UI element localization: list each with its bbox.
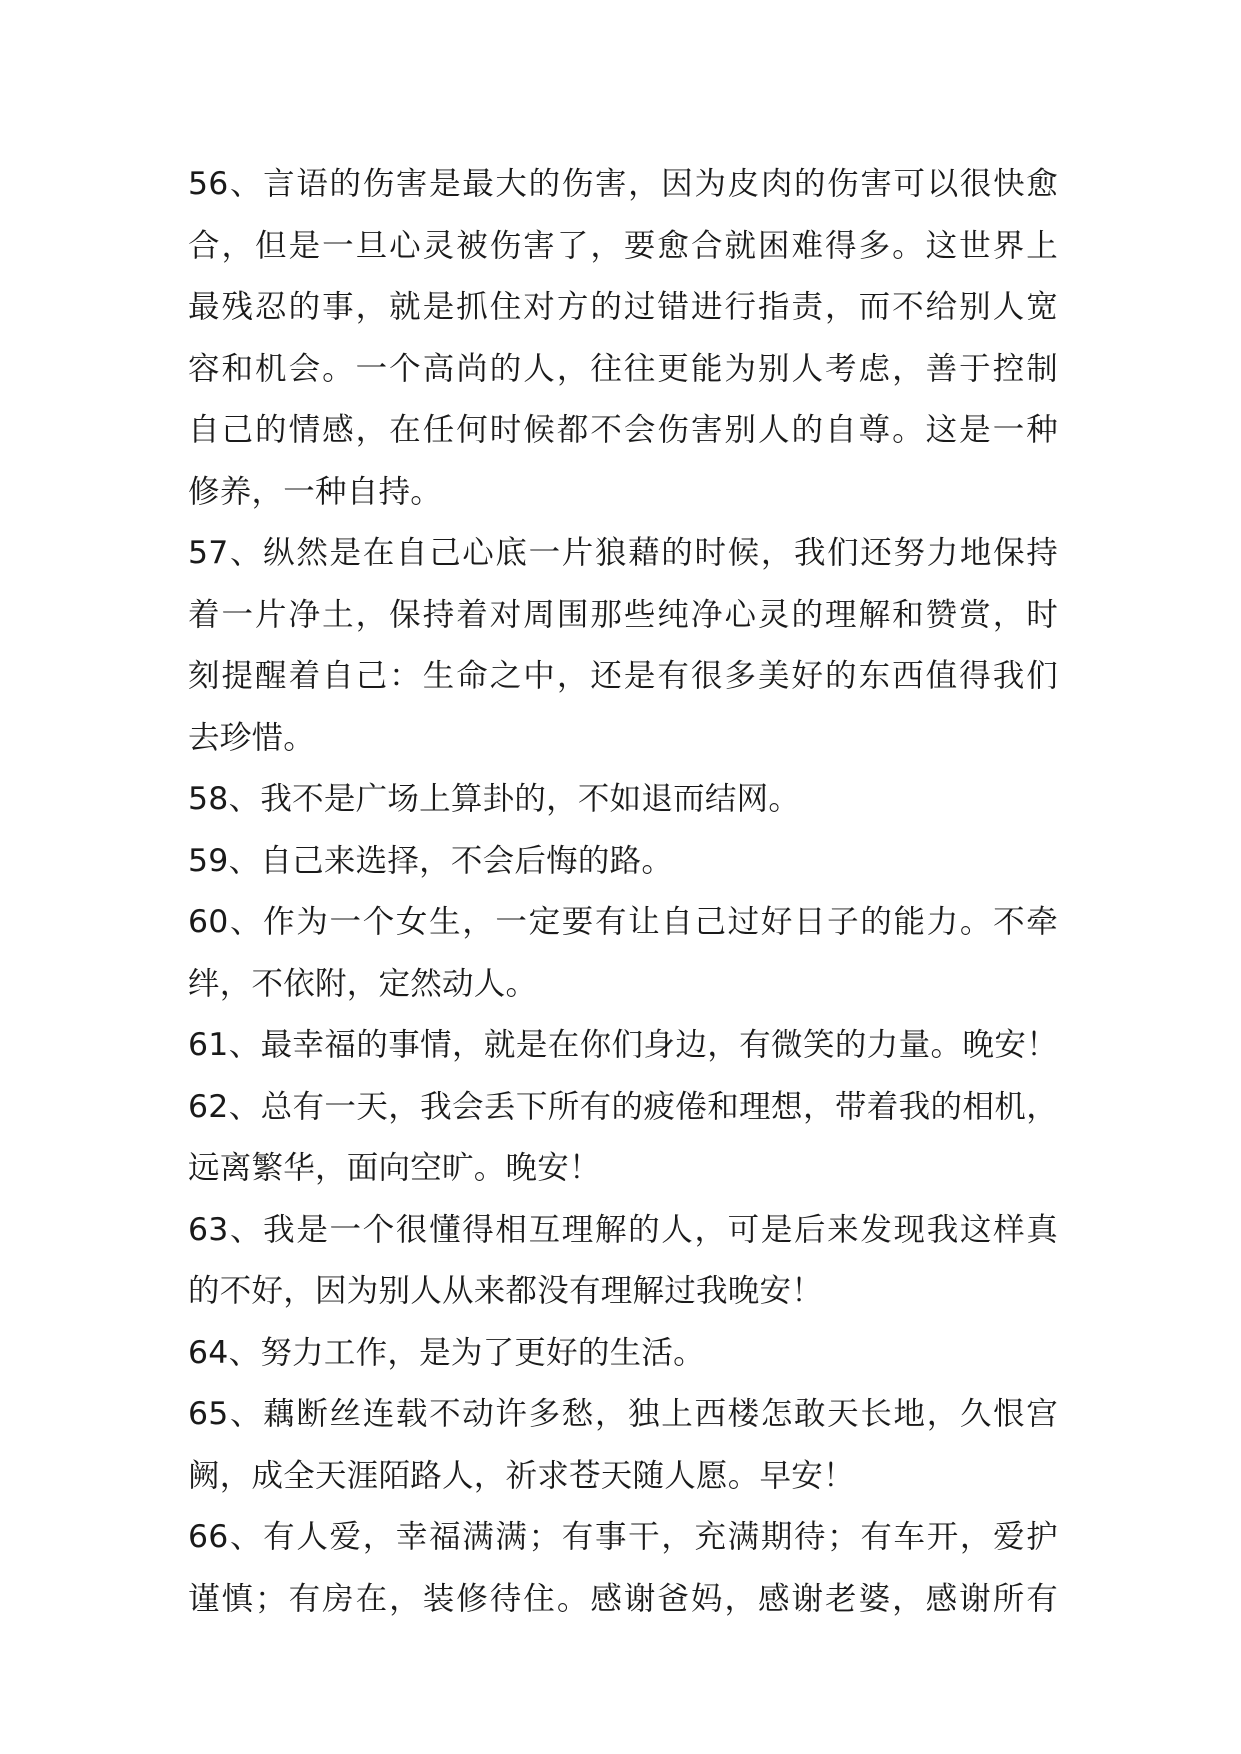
text-line: 64、努力工作，是为了更好的生活。 — [188, 1334, 705, 1371]
text-line: 61、最幸福的事情，就是在你们身边，有微笑的力量。晚安！ — [188, 1027, 1058, 1063]
text-line: 刻提醒着自己：生命之中，还是有很多美好的东西值得我们 — [188, 658, 1058, 694]
text-line: 容和机会。一个高尚的人，往往更能为别人考虑，善于控制 — [188, 350, 1058, 387]
text-line: 合，但是一旦心灵被伤害了，要愈合就困难得多。这世界上 — [188, 227, 1058, 264]
text-line: 的不好，因为别人从来都没有理解过我晚安！ — [188, 1273, 824, 1309]
text-line: 59、自己来选择，不会后悔的路。 — [188, 842, 674, 879]
text-line: 65、藕断丝连载不动许多愁，独上西楼怎敢天长地，久恨宫 — [188, 1396, 1058, 1432]
text-line: 66、有人爱，幸福满满；有事干，充满期待；有车开，爱护 — [188, 1519, 1058, 1555]
text-line: 阙，成全天涯陌路人，祈求苍天随人愿。早安！ — [188, 1457, 855, 1494]
text-line: 60、作为一个女生，一定要有让自己过好日子的能力。不牵 — [188, 904, 1058, 940]
text-line: 最残忍的事，就是抓住对方的过错进行指责，而不给别人宽 — [188, 289, 1058, 325]
text-line: 远离繁华，面向空旷。晚安！ — [188, 1150, 601, 1186]
text-line: 着一片净土，保持着对周围那些纯净心灵的理解和赞赏，时 — [188, 596, 1058, 633]
text-line: 绊，不依附，定然动人。 — [188, 965, 538, 1002]
text-line: 62、总有一天，我会丢下所有的疲倦和理想，带着我的相机， — [188, 1088, 1058, 1125]
document-body — [188, 154, 1058, 1630]
text-line: 谨慎；有房在，装修待住。感谢爸妈，感谢老婆，感谢所有 — [188, 1580, 1058, 1617]
text-line: 去珍惜。 — [188, 719, 316, 756]
text-line: 自己的情感，在任何时候都不会伤害别人的自尊。这是一种 — [188, 412, 1058, 448]
text-line: 57、纵然是在自己心底一片狼藉的时候，我们还努力地保持 — [188, 535, 1058, 571]
text-line: 修养，一种自持。 — [188, 473, 443, 510]
text-line: 58、我不是广场上算卦的，不如退而结网。 — [188, 781, 801, 817]
text-line: 63、我是一个很懂得相互理解的人，可是后来发现我这样真 — [188, 1211, 1058, 1248]
text-line: 56、言语的伤害是最大的伤害，因为皮肉的伤害可以很快愈 — [188, 166, 1058, 202]
